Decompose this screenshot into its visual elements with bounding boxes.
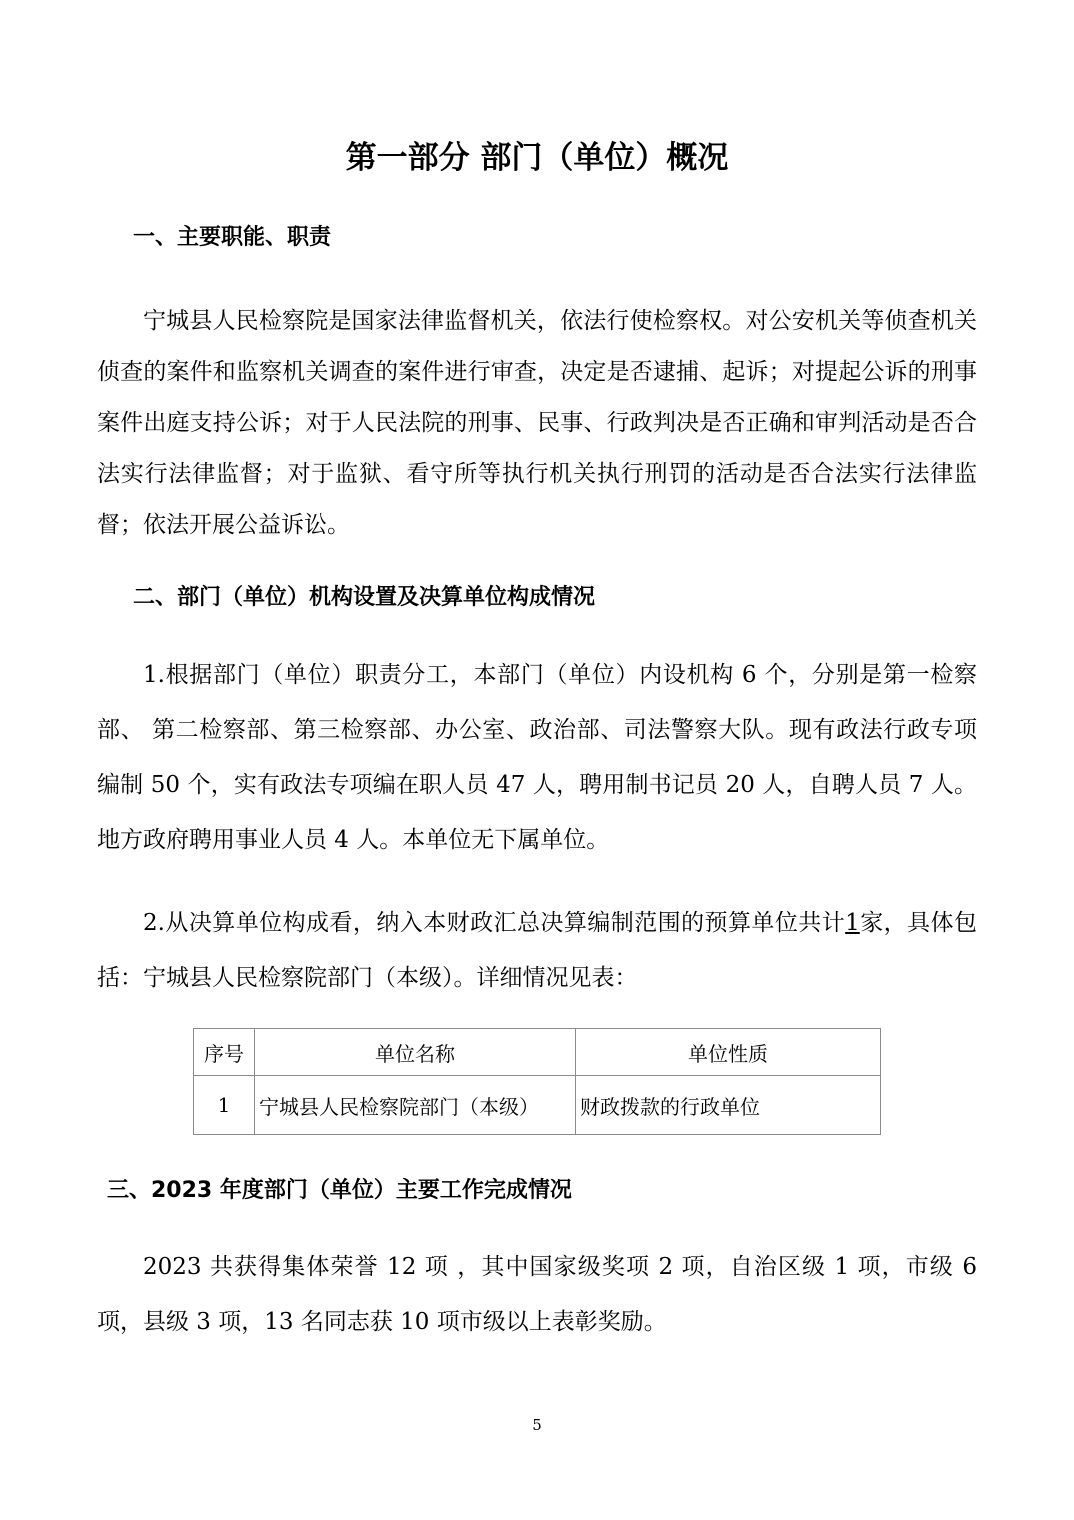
cell-index: 1 — [194, 1076, 255, 1135]
paragraph-2-tail: 家，具体包括：宁城县人民检察院部门（本级）。详细情况见表： — [97, 910, 977, 991]
section3-heading: 三、2023 年度部门（单位）主要工作完成情况 — [107, 1178, 572, 1203]
section1-body: 宁城县人民检察院是国家法律监督机关，依法行使检察权。对公安机关等侦查机关侦查的案件和监察机关调查的案件进行审查，决定是否逮捕、起诉；对提起公诉的刑事案件出庭支持公诉；对于人民法院的刑事、民事、行政判决是否正确和审判活动是否合法实行法律监督；对于监狱、看守所等执行机关执行刑罚的活动是否合法实行法律监督；依法开展公益诉讼。 — [97, 308, 977, 538]
table-row — [194, 1076, 881, 1135]
cell-unit-name: 宁城县人民检察院部门（本级） — [255, 1076, 576, 1135]
section2-paragraph-1: 1.根据部门（单位）职责分工，本部门（单位）内设机构 6 个，分别是第一检察部、 第二检察部、第三检察部、办公室、政治部、司法警察大队。现有政法行政专项编制 50 个，实有政法专项编在职人员 47 人，聘用制书记员 20 人，自聘人员 7 人。地方政府聘用事业人员 4 人。本单位无下属单位。 — [97, 662, 977, 853]
table-header-row — [194, 1029, 881, 1076]
header-cell-name: 单位名称 — [255, 1029, 576, 1076]
unit-count: 1 — [845, 910, 860, 936]
header-cell-nature: 单位性质 — [576, 1029, 881, 1076]
page-number: 5 — [532, 1416, 542, 1434]
paragraph-2-lead: 2.从决算单位构成看，纳入本财政汇总决算编制范围的预算单位共计 — [143, 910, 846, 936]
section2-paragraph-2 — [97, 896, 977, 1006]
section1-heading: 一、主要职能、职责 — [133, 225, 332, 250]
cell-unit-nature: 财政拨款的行政单位 — [576, 1076, 881, 1135]
section2-heading: 二、部门（单位）机构设置及决算单位构成情况 — [133, 585, 596, 610]
section3-body: 2023 共获得集体荣誉 12 项 ，其中国家级奖项 2 项，自治区级 1 项，市级 6 项，县级 3 项，13 名同志获 10 项市级以上表彰奖励。 — [97, 1254, 977, 1335]
unit-table — [193, 1028, 881, 1135]
page-title: 第一部分 部门（单位）概况 — [345, 140, 729, 176]
header-cell-index: 序号 — [194, 1029, 255, 1076]
